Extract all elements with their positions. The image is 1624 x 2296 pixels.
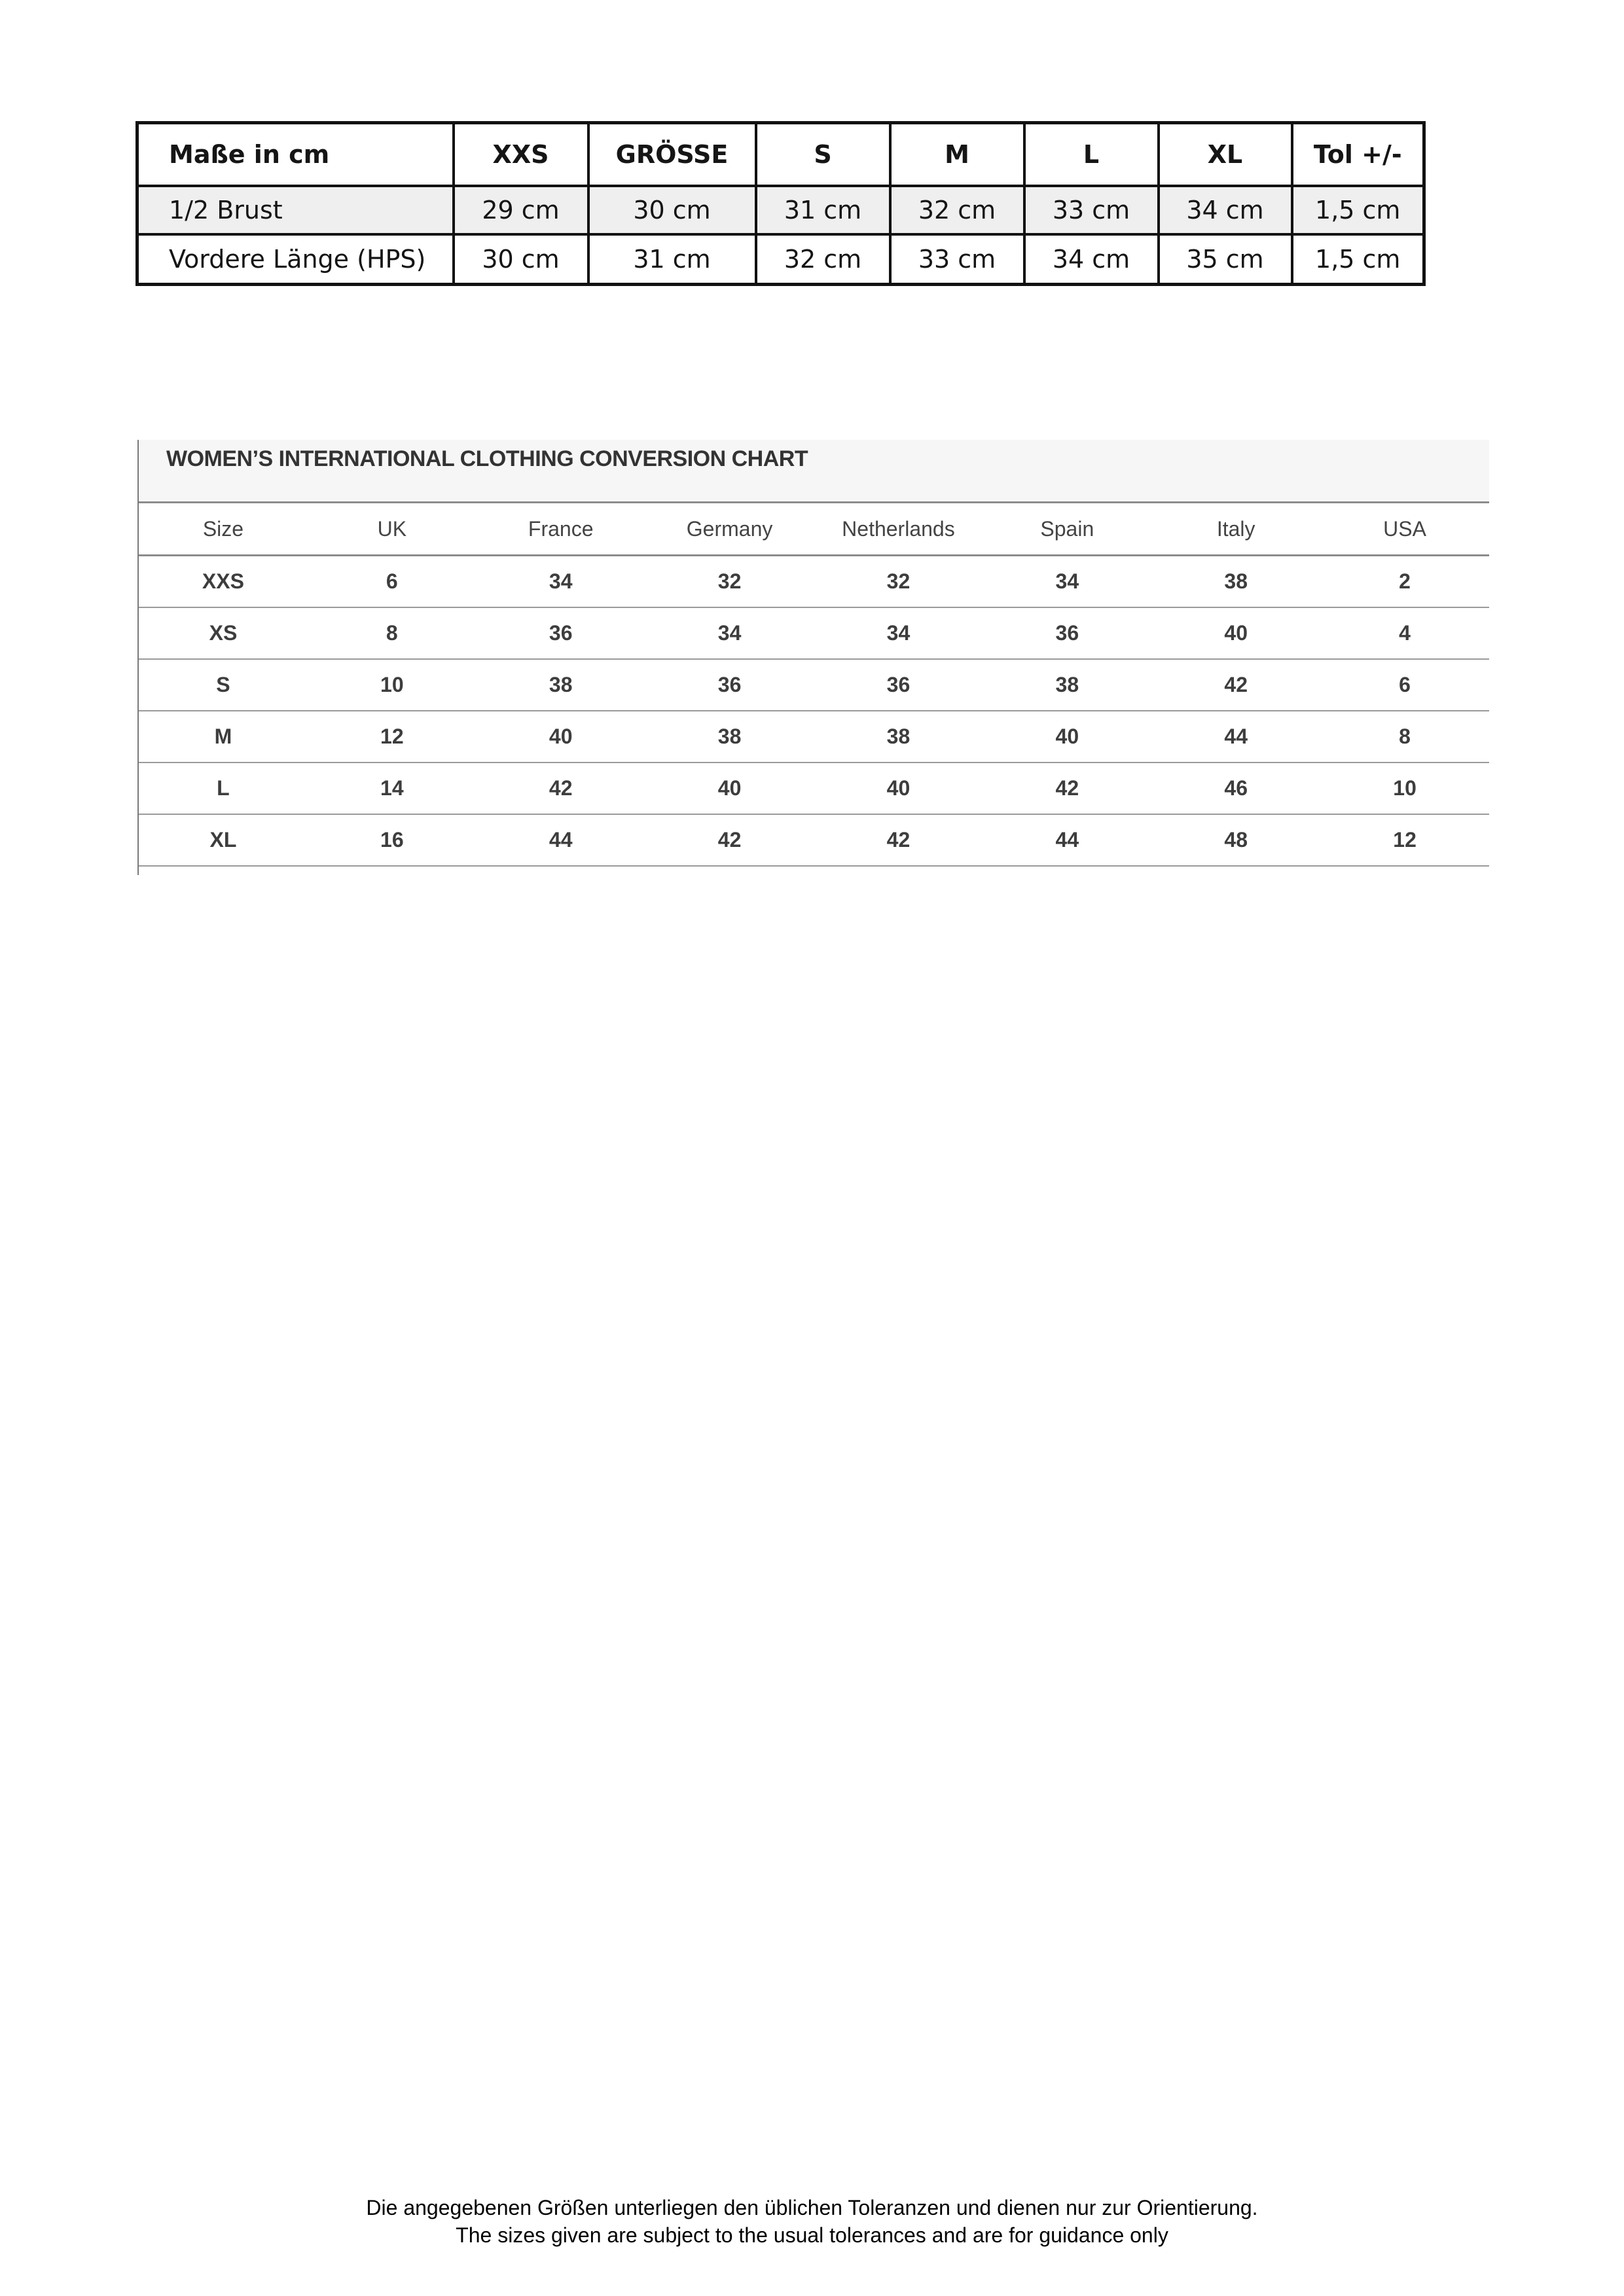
conversion-cell: 42 [477, 762, 645, 814]
conversion-header-row [139, 503, 1489, 556]
measurements-header-row [137, 123, 1424, 187]
conversion-cell: 34 [814, 607, 983, 659]
conversion-cell: 34 [477, 556, 645, 608]
conversion-cell: 38 [645, 711, 814, 762]
conversion-row [139, 659, 1489, 711]
conversion-cell: XL [139, 814, 308, 866]
conversion-cell: 36 [645, 659, 814, 711]
conversion-cell: 44 [983, 814, 1151, 866]
conversion-header-cell: Italy [1151, 503, 1320, 556]
conversion-cell: 38 [477, 659, 645, 711]
conversion-cell: 34 [645, 607, 814, 659]
conversion-cell: 36 [983, 607, 1151, 659]
conversion-row [139, 556, 1489, 608]
conversion-header-cell: Spain [983, 503, 1151, 556]
measurements-header-cell: GRÖSSE [588, 123, 756, 187]
conversion-cell: L [139, 762, 308, 814]
measurements-cell: 31 cm [588, 234, 756, 285]
measurements-header-cell: Maße in cm [137, 123, 454, 187]
footer-line-german: Die angegebenen Größen unterliegen den üblichen Toleranzen und dienen nur zur Orientierung. [366, 2196, 1258, 2219]
conversion-cell: 10 [308, 659, 477, 711]
measurements-cell: 33 cm [1024, 186, 1159, 234]
conversion-cell: 46 [1151, 762, 1320, 814]
conversion-header-cell: USA [1320, 503, 1489, 556]
conversion-title-bar [139, 440, 1489, 501]
measurements-header-cell: M [890, 123, 1024, 187]
measurements-header-cell: S [756, 123, 890, 187]
measurements-cell: 34 cm [1024, 234, 1159, 285]
footer-line-english: The sizes given are subject to the usual tolerances and are for guidance only [456, 2223, 1168, 2247]
conversion-cell: 48 [1151, 814, 1320, 866]
conversion-header-cell: UK [308, 503, 477, 556]
conversion-cell: 10 [1320, 762, 1489, 814]
conversion-cell: 2 [1320, 556, 1489, 608]
conversion-cell: M [139, 711, 308, 762]
measurements-cell: 31 cm [756, 186, 890, 234]
conversion-chart [137, 440, 1489, 875]
conversion-cell: 34 [983, 556, 1151, 608]
conversion-cell: XXS [139, 556, 308, 608]
conversion-cell: 38 [983, 659, 1151, 711]
conversion-cell: 40 [1151, 607, 1320, 659]
conversion-cell: 6 [1320, 659, 1489, 711]
conversion-cell: 38 [1151, 556, 1320, 608]
conversion-cell: 42 [814, 814, 983, 866]
conversion-cell: 12 [1320, 814, 1489, 866]
conversion-header-cell: Germany [645, 503, 814, 556]
conversion-cell: 40 [983, 711, 1151, 762]
conversion-cell: 36 [814, 659, 983, 711]
conversion-row [139, 711, 1489, 762]
conversion-row [139, 814, 1489, 866]
conversion-cell: 42 [1151, 659, 1320, 711]
conversion-cell: 16 [308, 814, 477, 866]
conversion-table [139, 501, 1489, 867]
measurements-cell: 35 cm [1159, 234, 1292, 285]
conversion-cell: 6 [308, 556, 477, 608]
measurements-cell: 1,5 cm [1292, 234, 1424, 285]
measurements-header-cell: XL [1159, 123, 1292, 187]
conversion-cell: 42 [983, 762, 1151, 814]
measurements-header-cell: XXS [454, 123, 588, 187]
conversion-cell: 38 [814, 711, 983, 762]
measurements-cell: 32 cm [890, 186, 1024, 234]
conversion-cell: XS [139, 607, 308, 659]
conversion-cell: 8 [1320, 711, 1489, 762]
conversion-row [139, 607, 1489, 659]
conversion-cell: 40 [814, 762, 983, 814]
conversion-cell: S [139, 659, 308, 711]
measurements-cell: 34 cm [1159, 186, 1292, 234]
measurements-cell: 30 cm [454, 234, 588, 285]
footer-disclaimer [0, 2194, 1624, 2249]
conversion-header-cell: Size [139, 503, 308, 556]
conversion-cell: 12 [308, 711, 477, 762]
measurements-table [135, 121, 1426, 286]
measurements-cell: 1,5 cm [1292, 186, 1424, 234]
measurements-cell: 33 cm [890, 234, 1024, 285]
measurements-cell: 29 cm [454, 186, 588, 234]
conversion-cell: 32 [814, 556, 983, 608]
measurements-header-cell: L [1024, 123, 1159, 187]
conversion-cell: 14 [308, 762, 477, 814]
measurements-header-cell: Tol +/- [1292, 123, 1424, 187]
conversion-cell: 44 [477, 814, 645, 866]
conversion-cell: 36 [477, 607, 645, 659]
conversion-cell: 44 [1151, 711, 1320, 762]
measurements-row-laenge [137, 234, 1424, 285]
conversion-chart-title: WOMEN’S INTERNATIONAL CLOTHING CONVERSION CHART [166, 446, 808, 471]
conversion-cell: 40 [477, 711, 645, 762]
conversion-cell: 8 [308, 607, 477, 659]
conversion-row [139, 762, 1489, 814]
conversion-header-cell: Netherlands [814, 503, 983, 556]
measurements-row-label: 1/2 Brust [137, 186, 454, 234]
measurements-cell: 32 cm [756, 234, 890, 285]
conversion-header-cell: France [477, 503, 645, 556]
measurements-row-label: Vordere Länge (HPS) [137, 234, 454, 285]
conversion-cell: 4 [1320, 607, 1489, 659]
measurements-cell: 30 cm [588, 186, 756, 234]
conversion-cell: 40 [645, 762, 814, 814]
conversion-cell: 42 [645, 814, 814, 866]
measurements-row-brust [137, 186, 1424, 234]
conversion-cell: 32 [645, 556, 814, 608]
